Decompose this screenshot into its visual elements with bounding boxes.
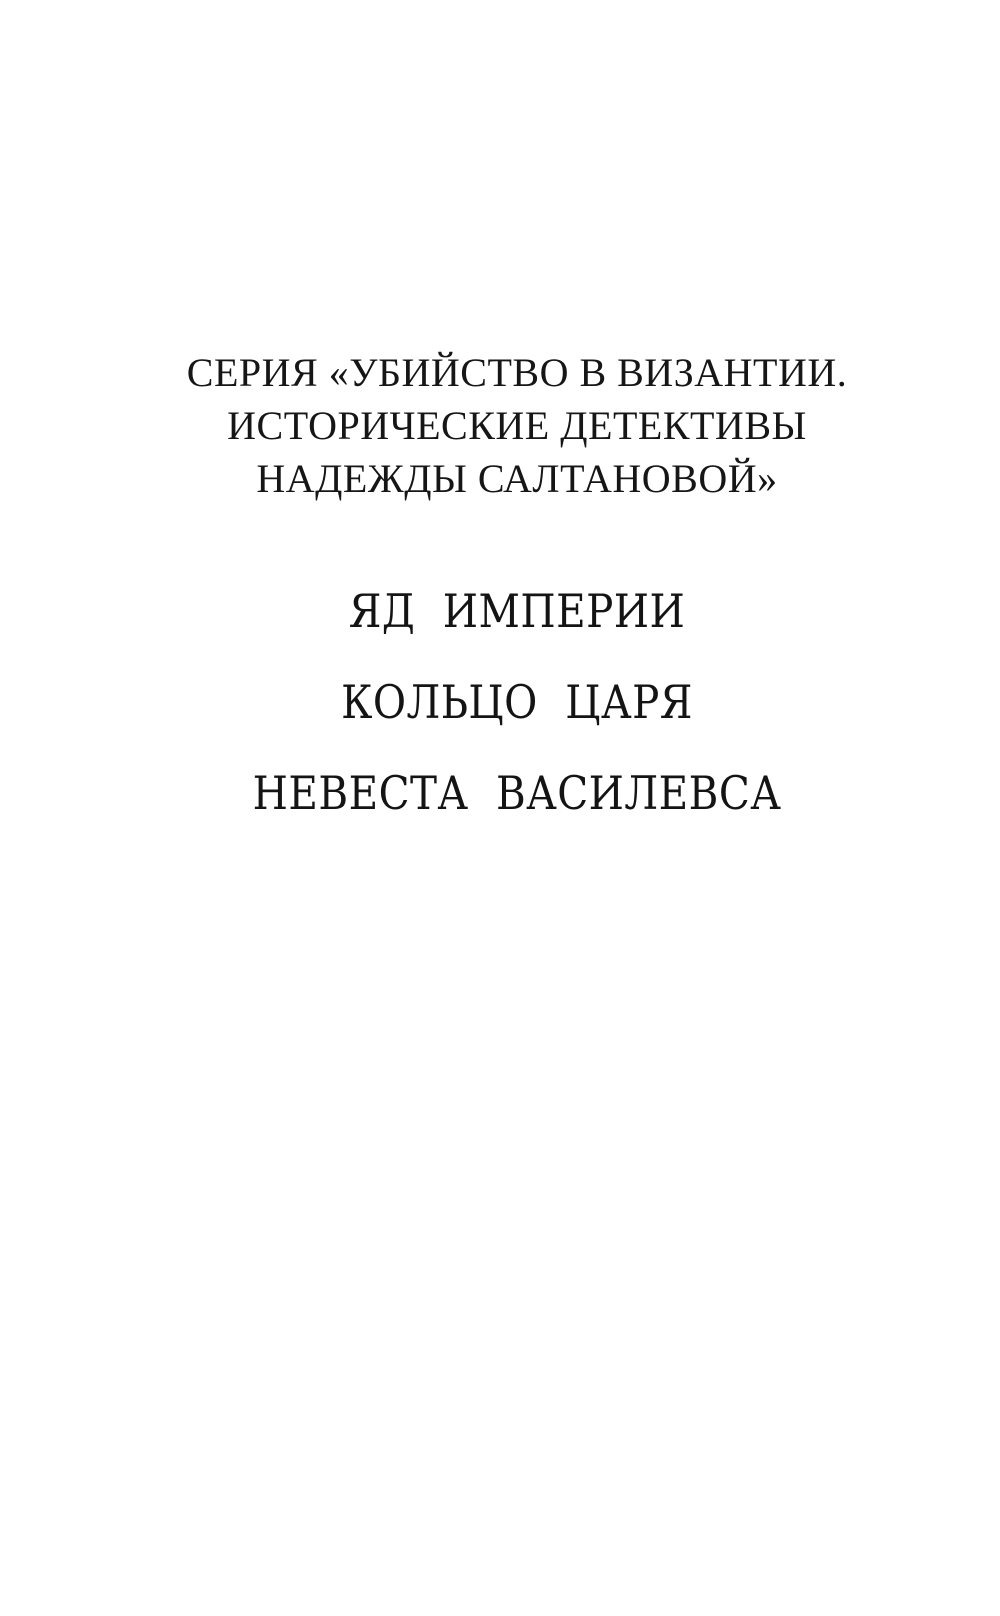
book-title-1: ЯД ИМПЕРИИ: [348, 584, 686, 638]
series-heading-line-3: НАДЕЖДЫ САЛТАНОВОЙ»: [256, 456, 778, 501]
series-heading-line-1: СЕРИЯ «УБИЙСТВО В ВИЗАНТИИ.: [186, 350, 848, 395]
series-heading-line-2: ИСТОРИЧЕСКИЕ ДЕТЕКТИВЫ: [227, 403, 807, 448]
series-heading: [34, 346, 1000, 505]
book-title-2: КОЛЬЦО ЦАРЯ: [341, 675, 693, 729]
book-title-list: [34, 566, 1000, 839]
book-title-3: НЕВЕСТА ВАСИЛЕВСА: [252, 766, 782, 820]
